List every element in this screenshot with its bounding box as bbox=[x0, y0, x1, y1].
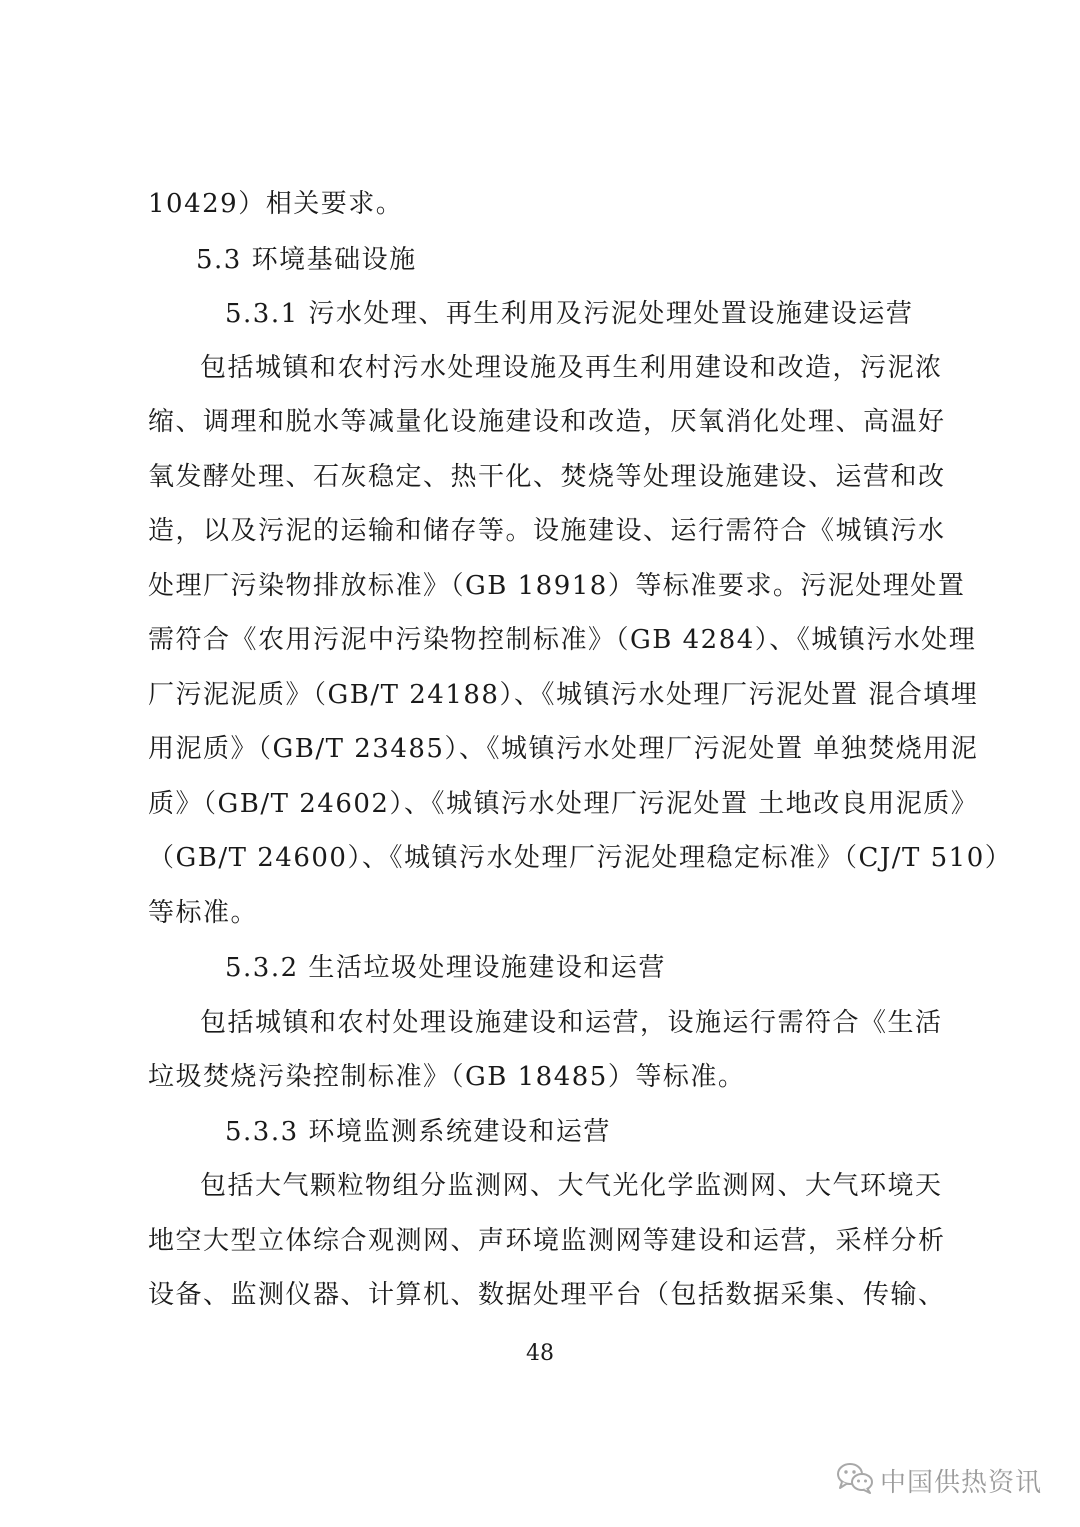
subsection-heading: 5.3.3 环境监测系统建设和运营 bbox=[225, 1117, 611, 1147]
text-line: 用泥质》（GB/T 23485）、《城镇污水处理厂污泥处置 单独焚烧用泥 bbox=[148, 734, 979, 764]
text-line: 包括城镇和农村处理设施建设和运营，设施运行需符合《生活 bbox=[200, 1008, 943, 1038]
text-line: 处理厂污染物排放标准》（GB 18918）等标准要求。污泥处理处置 bbox=[148, 571, 966, 601]
wechat-icon bbox=[836, 1462, 874, 1498]
text-line: 垃圾焚烧污染控制标准》（GB 18485）等标准。 bbox=[148, 1062, 746, 1092]
subsection-heading: 5.3.1 污水处理、再生利用及污泥处理处置设施建设运营 bbox=[225, 299, 914, 329]
watermark-text: 中国供热资讯 bbox=[880, 1467, 1043, 1498]
text-line: 缩、调理和脱水等减量化设施建设和改造，厌氧消化处理、高温好 bbox=[148, 407, 946, 437]
page-number: 48 bbox=[526, 1341, 554, 1366]
subsection-heading: 5.3.2 生活垃圾处理设施建设和运营 bbox=[225, 953, 666, 983]
text-line: 厂污泥泥质》（GB/T 24188）、《城镇污水处理厂污泥处置 混合填埋 bbox=[148, 680, 979, 710]
text-line: 包括城镇和农村污水处理设施及再生利用建设和改造，污泥浓 bbox=[200, 353, 943, 383]
text-line: 等标准。 bbox=[148, 898, 259, 928]
text-line: 包括大气颗粒物组分监测网、大气光化学监测网、大气环境天 bbox=[200, 1171, 943, 1201]
text-line: 地空大型立体综合观测网、声环境监测网等建设和运营，采样分析 bbox=[148, 1226, 946, 1256]
text-line: 10429）相关要求。 bbox=[148, 189, 404, 219]
text-line: 需符合《农用污泥中污染物控制标准》（GB 4284）、《城镇污水处理 bbox=[148, 625, 977, 655]
text-line: 氧发酵处理、石灰稳定、热干化、焚烧等处理设施建设、运营和改 bbox=[148, 462, 946, 492]
text-line: 造，以及污泥的运输和储存等。设施建设、运行需符合《城镇污水 bbox=[148, 516, 946, 546]
text-line: （GB/T 24600）、《城镇污水处理厂污泥处理稳定标准》（CJ/T 510） bbox=[148, 843, 1013, 873]
text-line: 质》（GB/T 24602）、《城镇污水处理厂污泥处置 土地改良用泥质》 bbox=[148, 789, 979, 819]
watermark bbox=[836, 1460, 1042, 1500]
section-heading: 5.3 环境基础设施 bbox=[196, 245, 417, 275]
text-line: 设备、监测仪器、计算机、数据处理平台（包括数据采集、传输、 bbox=[148, 1280, 946, 1310]
